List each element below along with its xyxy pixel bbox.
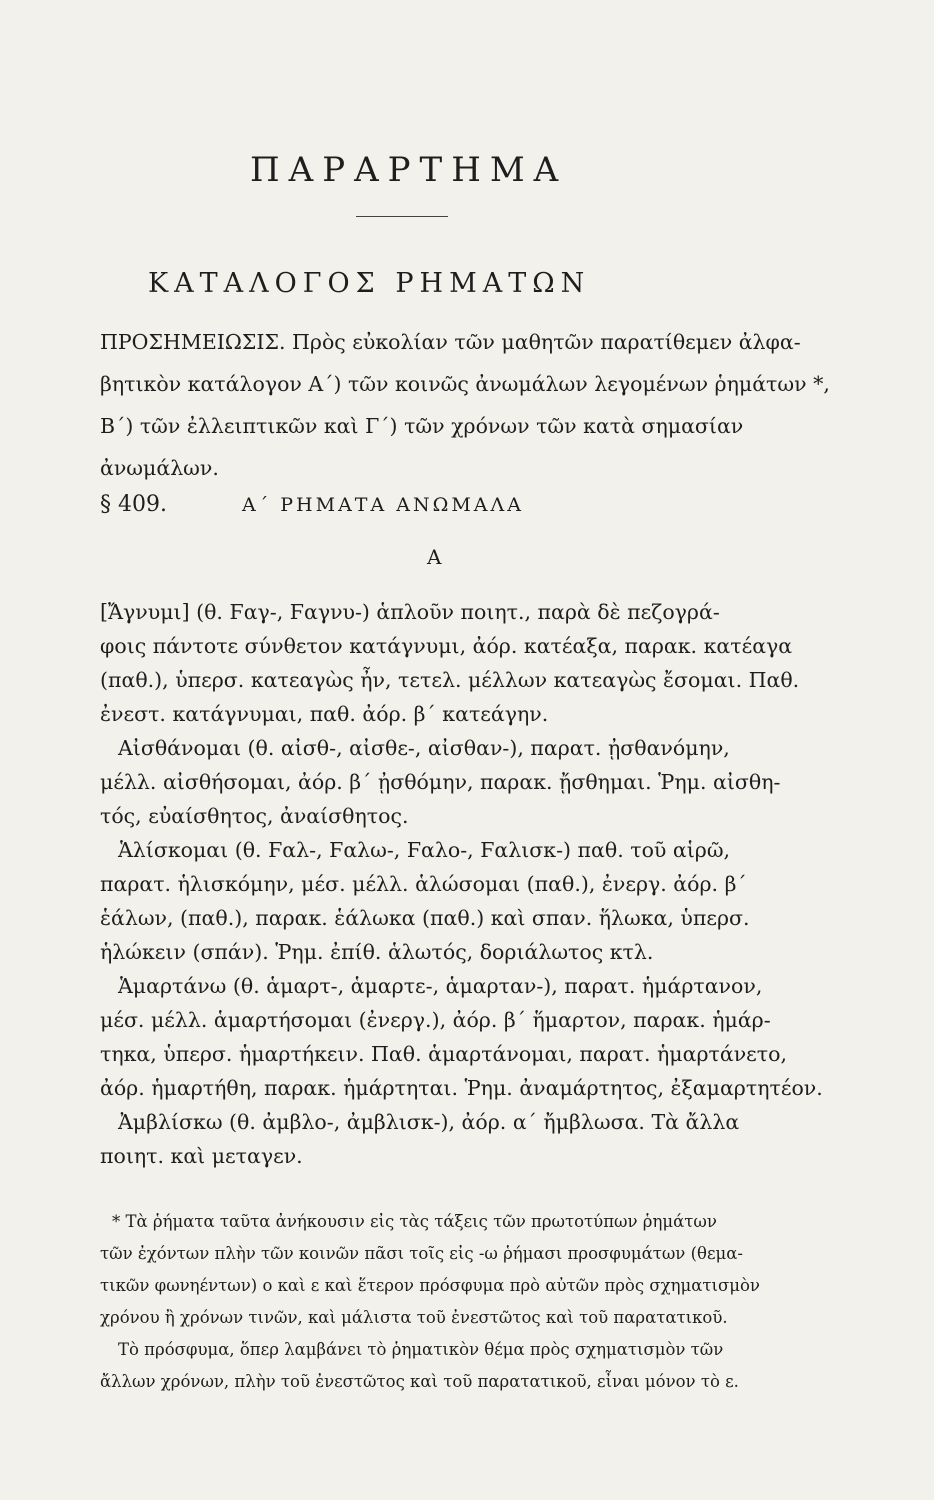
page-title: ΠΑΡΑΡΤΗΜΑ — [250, 150, 568, 190]
entry-line: Ἁμαρτάνω (θ. ἁμαρτ-, ἁμαρτε-, ἁμαρταν-), παρατ. ἡμάρτανον, — [118, 974, 763, 998]
entry-line: (παθ.), ὑπερσ. κατεαγὼς ἦν, τετελ. μέλλων κατεαγὼς ἔσομαι. Παθ. — [100, 668, 800, 692]
entry-line: μέλλ. αἰσθήσομαι, ἀόρ. β΄ ᾐσθόμην, παρακ. ᾔσθημαι. Ῥημ. αἰσθη- — [100, 770, 781, 794]
footnote-line: Τὸ πρόσφυμα, ὅπερ λαμβάνει τὸ ῥηματικὸν θέμα πρὸς σχηματισμὸν τῶν — [118, 1340, 724, 1359]
footnote-line: τῶν ἐχόντων πλὴν τῶν κοινῶν πᾶσι τοῖς εἰς -ω ῥήμασι προσφυμάτων (θεμα- — [100, 1244, 743, 1263]
entry-line: τός, εὐαίσθητος, ἀναίσθητος. — [100, 804, 409, 828]
catalogue-heading: ΚΑΤΑΛΟΓΟΣ ΡΗΜΑΤΩΝ — [148, 268, 591, 299]
entry-line: φοις πάντοτε σύνθετον κατάγνυμι, ἀόρ. κατέαξα, παρακ. κατέαγα — [100, 634, 793, 658]
intro-line: βητικὸν κατάλογον Α΄) τῶν κοινῶς ἀνωμάλων λεγομένων ῥημάτων *, — [100, 372, 830, 396]
title-divider — [356, 216, 448, 217]
intro-line: Β΄) τῶν ἐλλειπτικῶν καὶ Γ΄) τῶν χρόνων τῶν κατὰ σημασίαν — [100, 414, 744, 438]
section-number: § 409. — [100, 492, 167, 517]
letter-heading: Α — [427, 545, 442, 569]
footnote-line: χρόνου ἢ χρόνων τινῶν, καὶ μάλιστα τοῦ ἐνεστῶτος καὶ τοῦ παρατατικοῦ. — [100, 1308, 728, 1327]
footnote-line: τικῶν φωνηέντων) ο καὶ ε καὶ ἕτερον πρόσφυμα πρὸ αὐτῶν πρὸς σχηματισμὸν — [100, 1276, 760, 1295]
intro-line: ΠΡΟΣΗΜΕΙΩΣΙΣ. Πρὸς εὐκολίαν τῶν μαθητῶν παρατίθεμεν ἀλφα- — [100, 330, 801, 354]
entry-line: ποιητ. καὶ μεταγεν. — [100, 1144, 303, 1168]
entry-line: ἑάλων, (παθ.), παρακ. ἑάλωκα (παθ.) καὶ σπαν. ἥλωκα, ὑπερσ. — [100, 906, 750, 930]
entry-line: ἀόρ. ἡμαρτήθη, παρακ. ἡμάρτηται. Ῥημ. ἀναμάρτητος, ἐξαμαρτητέον. — [100, 1076, 823, 1100]
footnote-line: ἄλλων χρόνων, πλὴν τοῦ ἐνεστῶτος καὶ τοῦ παρατατικοῦ, εἶναι μόνον τὸ ε. — [100, 1372, 739, 1391]
section-title: Α΄ ΡΗΜΑΤΑ ΑΝΩΜΑΛΑ — [242, 494, 524, 516]
entry-line: Ἀμβλίσκω (θ. ἀμβλο-, ἀμβλισκ-), ἀόρ. α΄ ἤμβλωσα. Τὰ ἄλλα — [118, 1110, 740, 1134]
entry-line: Αἰσθάνομαι (θ. αἰσθ-, αἰσθε-, αἰσθαν-), παρατ. ᾐσθανόμην, — [118, 736, 730, 760]
entry-line: παρατ. ἡλισκόμην, μέσ. μέλλ. ἁλώσομαι (παθ.), ἐνεργ. ἀόρ. β΄ — [100, 872, 747, 896]
entry-line: ἡλώκειν (σπάν). Ῥημ. ἐπίθ. ἁλωτός, δοριάλωτος κτλ. — [100, 940, 654, 964]
entry-line: Ἁλίσκομαι (θ. Ϝαλ-, Ϝαλω-, Ϝαλο-, Ϝαλισκ-) παθ. τοῦ αἱρῶ, — [118, 838, 731, 862]
entry-line: τηκα, ὑπερσ. ἡμαρτήκειν. Παθ. ἁμαρτάνομαι, παρατ. ἡμαρτάνετο, — [100, 1042, 787, 1066]
entry-line: [Ἄγνυμι] (θ. Ϝαγ-, Ϝαγνυ-) ἁπλοῦν ποιητ., παρὰ δὲ πεζογρά- — [100, 600, 720, 624]
entry-line: μέσ. μέλλ. ἁμαρτήσομαι (ἐνεργ.), ἀόρ. β΄ ἥμαρτον, παρακ. ἡμάρ- — [100, 1008, 771, 1032]
entry-line: ἐνεστ. κατάγνυμαι, παθ. ἀόρ. β΄ κατεάγην. — [100, 702, 549, 726]
intro-line: ἀνωμάλων. — [100, 456, 219, 480]
footnote-line: * Τὰ ῥήματα ταῦτα ἀνήκουσιν εἰς τὰς τάξεις τῶν πρωτοτύπων ῥημάτων — [112, 1212, 717, 1231]
